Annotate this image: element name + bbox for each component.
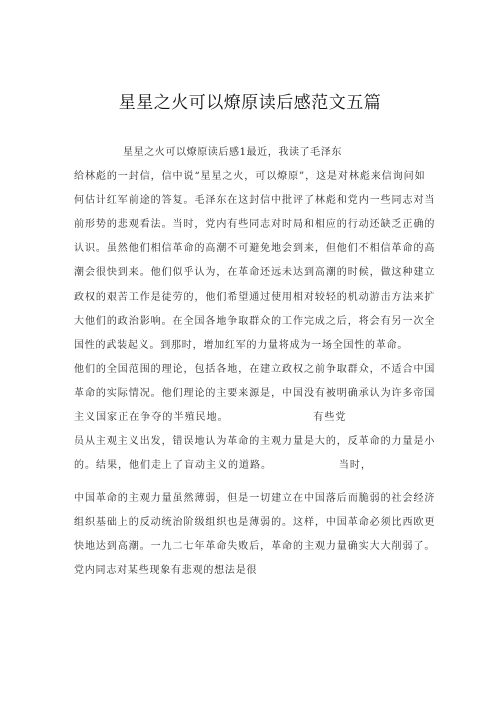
text-line: 星星之火可以燎原读后感1最近，我读了毛泽东 <box>123 147 342 158</box>
text-line: 党内同志对某些现象有悲观的想法是很 <box>74 565 258 576</box>
text-line: 潮会很快到来。他们似乎认为，在革命还远未达到高潮的时候，做这种建立 <box>74 267 436 278</box>
text-line: 快地达到高潮。一九二七年革命失败后，革命的主观力量确实大大削弱了。 <box>74 541 436 552</box>
text-line: 给林彪的一封信，信中说“星星之火，可以燎原”，这是对林彪来信询问如 <box>74 171 426 182</box>
text-line: 政权的艰苦工作是徒劳的，他们希望通过使用相对较轻的机动游击方法来扩 <box>74 292 436 303</box>
text-line: 组织基础上的反动统治阶级组织也是薄弱的。这样，中国革命必须比西欧更 <box>74 517 436 528</box>
text-line: 他们的全国范围的理论，包括各地，在建立政权之前争取群众，不适合中国 <box>74 364 436 375</box>
text-line: 前形势的悲观看法。当时，党内有些同志对时局和相应的行动还缺乏正确的 <box>74 219 436 230</box>
text-line: 的。结果，他们走上了盲动主义的道路。 当时， <box>74 460 372 471</box>
text-line: 主义国家正在争夺的半殖民地。 有些党 <box>74 412 347 423</box>
text-line: 认识。虽然他们相信革命的高潮不可避免地会到来，但他们不相信革命的高 <box>74 243 436 254</box>
text-line: 中国革命的主观力量虽然薄弱，但是一切建立在中国落后而脆弱的社会经济 <box>74 493 436 504</box>
text-line: 大他们的政治影响。在全国各地争取群众的工作完成之后，将会有另一次全 <box>74 316 436 327</box>
text-line: 何估计红军前途的答复。毛泽东在这封信中批评了林彪和党内一些同志对当 <box>74 195 436 206</box>
text-line: 员从主观主义出发，错误地认为革命的主观力量是大的，反革命的力量是小 <box>74 436 436 447</box>
document-title: 星星之火可以燎原读后感范文五篇 <box>118 93 382 113</box>
text-line: 国性的武装起义。到那时，增加红军的力量将成为一场全国性的革命。 <box>74 340 409 351</box>
text-line: 革命的实际情况。他们理论的主要来源是，中国没有被明确承认为许多帝国 <box>74 388 436 399</box>
